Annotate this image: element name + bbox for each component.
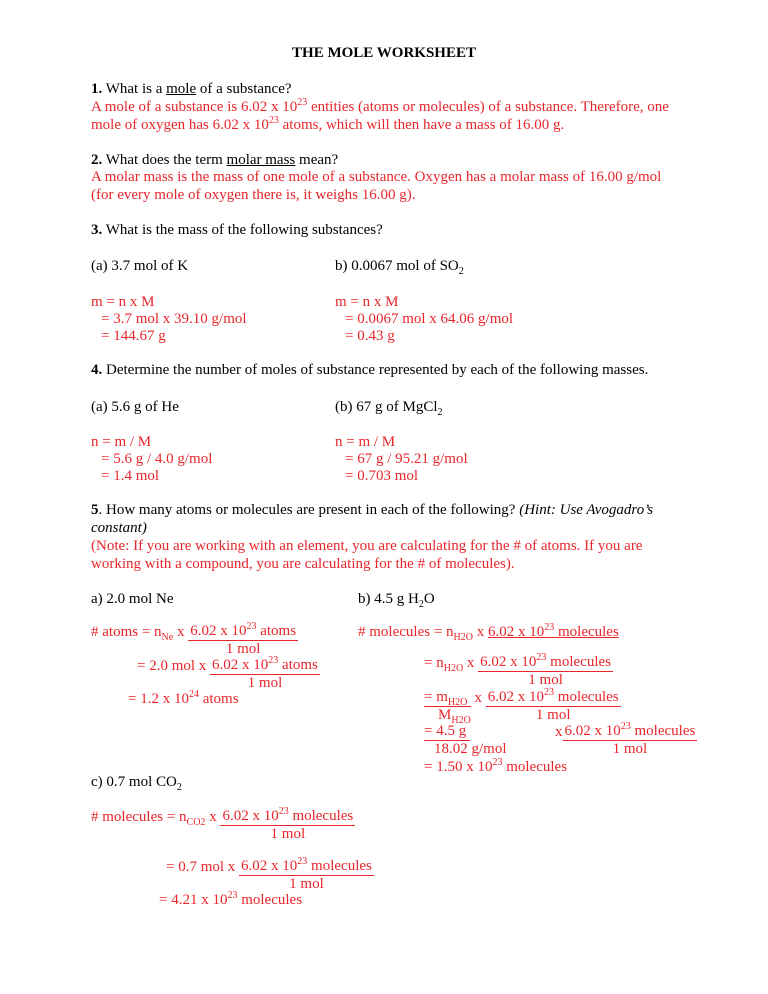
question-3: 3. What is the mass of the following substances? bbox=[91, 222, 383, 238]
q4-b-work-1: n = m / M bbox=[335, 434, 396, 450]
q5-a-label: a) 2.0 mol Ne bbox=[91, 591, 174, 607]
page-title: THE MOLE WORKSHEET bbox=[292, 45, 476, 61]
q5-b-label: b) 4.5 g $H_2O$ bbox=[358, 591, 435, 610]
q3-a-work-1: m = n x M bbox=[91, 294, 155, 310]
q5-c-label: c) 0.7 mol $CO_2$ bbox=[91, 774, 182, 793]
q4-b-label: (b) 67 g of MgCl$_2$ bbox=[335, 399, 443, 418]
q5-b-work-4: $\frac{= 4.5 g}{\text{18.02 g/mol}}$ x $\frac{6.02 x 10^{23} molecules}{\text{1 mol}}$ bbox=[424, 721, 696, 757]
q5-note-line-2: working with a compound, you are calculating for the # of molecules). bbox=[91, 556, 515, 572]
question-5-hint-cont: constant) bbox=[91, 520, 147, 536]
q5-a-work-1: # atoms = $n_{Ne}$ x $\frac{6.02 x 10^{23} atoms}{\text{1 mol}}$ bbox=[91, 621, 297, 657]
q3-b-label: b) 0.0067 mol of $SO_2$ bbox=[335, 258, 464, 277]
q5-c-work-2: = 0.7 mol x $\frac{6.02 x 10^{23} molecules}{\text{1 mol}}$ bbox=[166, 856, 372, 892]
answer-2-line-2: (for every mole of oxygen there is, it weighs 16.00 g). bbox=[91, 187, 416, 203]
question-1: 1. What is a mole of a substance? bbox=[91, 81, 292, 97]
question-2: 2. What does the term molar mass mean? bbox=[91, 152, 339, 168]
answer-1-line-1: A mole of a substance is 6.02 x $10^{23}$ entities (atoms or molecules) of a substance. Therefore, one bbox=[91, 97, 669, 115]
q4-a-work-1: n = m / M bbox=[91, 434, 152, 450]
answer-2-line-1: A molar mass is the mass of one mole of a substance. Oxygen has a molar mass of 16.00 g/mol bbox=[91, 169, 662, 185]
q5-a-work-2: = 2.0 mol x $\frac{6.02 x 10^{23} atoms}{\text{1 mol}}$ bbox=[137, 655, 318, 691]
q4-b-work-2: = 67 g / 95.21 g/mol bbox=[345, 451, 468, 467]
q3-b-work-2: = 0.0067 mol x 64.06 g/mol bbox=[345, 311, 514, 327]
q3-a-work-2: = 3.7 mol x 39.10 g/mol bbox=[101, 311, 247, 327]
q3-b-work-1: m = n x M bbox=[335, 294, 399, 310]
q5-a-result: = 1.2 x $10^{24}$ atoms bbox=[128, 689, 239, 707]
q3-a-work-3: = 144.67 g bbox=[101, 328, 166, 344]
question-5: 5. How many atoms or molecules are present in each of the following? (Hint: Use Avogadro’s bbox=[91, 502, 654, 518]
q5-b-result: = 1.50 x $10^{23}$ molecules bbox=[424, 757, 568, 775]
q4-a-label: (a) 5.6 g of He bbox=[91, 399, 179, 415]
q5-c-result: = 4.21 x $10^{23}$ molecules bbox=[159, 890, 303, 908]
q4-a-work-3: = 1.4 mol bbox=[101, 468, 160, 484]
q4-a-work-2: = 5.6 g / 4.0 g/mol bbox=[101, 451, 213, 467]
q5-c-work-1: # molecules = $n_{CO2}$ x $\frac{6.02 x 10^{23} molecules}{\text{1 mol}}$ bbox=[91, 806, 354, 842]
q5-b-work-2: = $n_{H2O}$ x $\frac{6.02 x 10^{23} molecules}{\text{1 mol}}$ bbox=[424, 652, 611, 688]
answer-1-line-2: mole of oxygen has 6.02 x $10^{23}$ atoms, which will then have a mass of 16.00 g. bbox=[91, 115, 565, 133]
q5-note-line-1: (Note: If you are working with an element, you are calculating for the # of atoms. If you are bbox=[91, 538, 643, 554]
q5-b-work-1: # molecules = $n_{H2O}$ x 6.02 x $10^{23}$ molecules bbox=[358, 622, 619, 643]
q3-b-work-3: = 0.43 g bbox=[345, 328, 395, 344]
q3-a-label: (a) 3.7 mol of K bbox=[91, 258, 189, 274]
question-4: 4. Determine the number of moles of substance represented by each of the following masses. bbox=[91, 362, 649, 378]
q5-b-work-3: $\frac{= m_{H2O}}{M_{H2O}}$ x $\frac{6.02 x 10^{23} molecules}{\text{1 mol}}$ bbox=[424, 687, 619, 726]
q4-b-work-3: = 0.703 mol bbox=[345, 468, 419, 484]
